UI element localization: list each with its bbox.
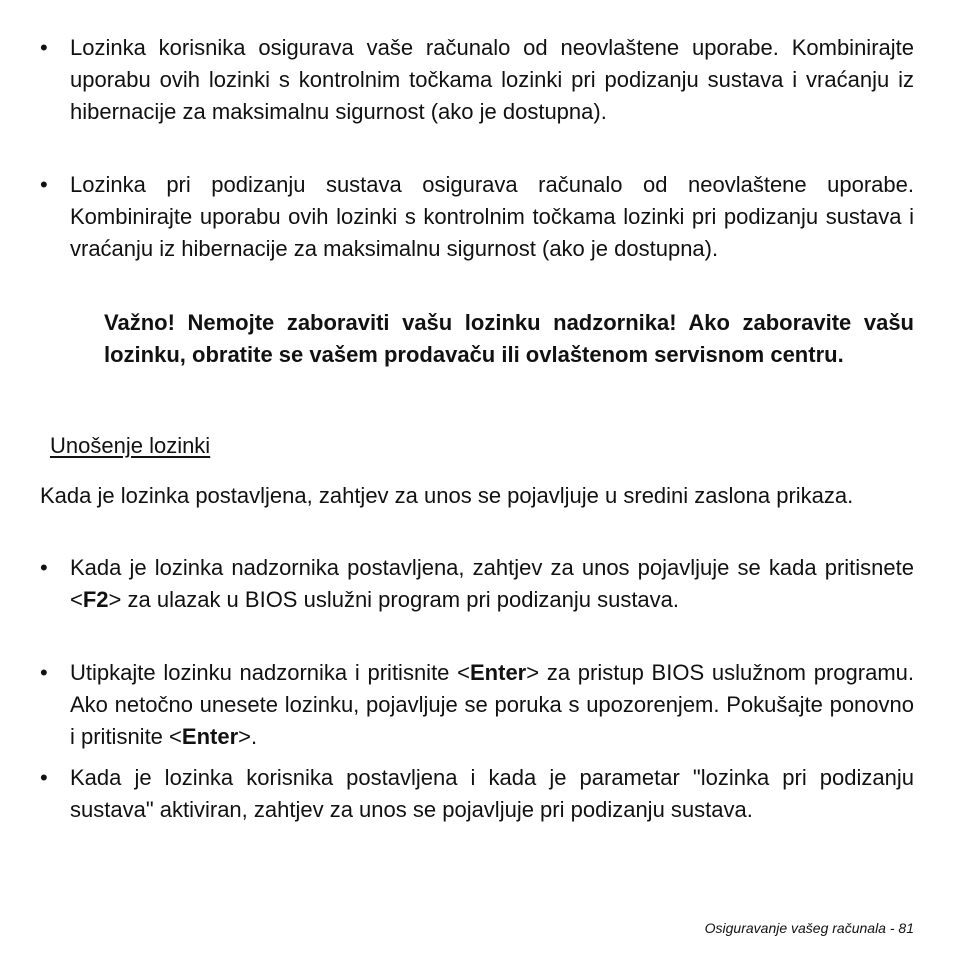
- bullet-text: Lozinka pri podizanju sustava osigurava računalo od neovlaštene uporabe. Kombinirajte uporabu ovih lozinki s kontrolnim točkama lozinki pri podizanju sustava i vraćanju iz hibernacije za maksimalnu sigurnost (ako je dostupna).: [70, 172, 914, 261]
- bullet-item-user-boot-prompt: [40, 762, 914, 826]
- bullet-symbol: •: [40, 765, 48, 790]
- intro-paragraph: Kada je lozinka postavljena, zahtjev za unos se pojavljuje u sredini zaslona prikaza.: [40, 483, 854, 508]
- text-segment: Utipkajte lozinku nadzornika i pritisnite <: [70, 660, 470, 685]
- page-footer: [705, 918, 914, 938]
- bullet-symbol: •: [40, 172, 48, 197]
- key-label-enter: Enter: [181, 724, 239, 749]
- bullet-text: [70, 657, 914, 753]
- bullet-symbol: •: [40, 35, 48, 60]
- bullet-symbol: •: [40, 660, 48, 685]
- page-number: 81: [898, 920, 914, 936]
- bullet-text: Kada je lozinka korisnika postavljena i kada je parametar "lozinka pri podizanju sustava" aktiviran, zahtjev za unos se pojavljuje pri podizanju sustava.: [70, 765, 914, 822]
- bullet-item-boot-password: [40, 169, 914, 265]
- bullet-text: [70, 552, 914, 616]
- key-label-f2: F2: [82, 587, 109, 612]
- important-note: Važno! Nemojte zaboraviti vašu lozinku nadzornika! Ako zaboravite vašu lozinku, obratite se vašem prodavaču ili ovlaštenom servisnom centru.: [104, 310, 914, 367]
- bullet-item-supervisor-prompt: [40, 552, 914, 616]
- key-label-enter: Enter: [470, 660, 527, 685]
- bullet-text: Lozinka korisnika osigurava vaše računalo od neovlaštene uporabe. Kombinirajte uporabu ovih lozinki s kontrolnim točkama lozinki pri podizanju sustava i vraćanju iz hibernacije za maksimalnu sigurnost (ako je dostupna).: [70, 35, 914, 124]
- text-segment: > za ulazak u BIOS uslužni program pri podizanju sustava.: [108, 587, 680, 612]
- bullet-symbol: •: [40, 555, 48, 580]
- section-heading: Unošenje lozinki: [50, 433, 211, 458]
- bullet-item-user-password: [40, 32, 914, 128]
- bullet-item-enter-password: [40, 657, 914, 753]
- footer-section-title: Osiguravanje vašeg računala -: [704, 920, 899, 936]
- text-segment: Kada je lozinka nadzornika postavljena, zahtjev za unos pojavljuje se kada pritisnete <: [70, 555, 914, 612]
- text-segment: > za pristup BIOS uslužnom programu. Ako netočno unesete lozinku, pojavljuje se poruka s upozorenjem. Pokušajte ponovno i pritisnite <: [70, 660, 915, 749]
- text-segment: >.: [238, 724, 258, 749]
